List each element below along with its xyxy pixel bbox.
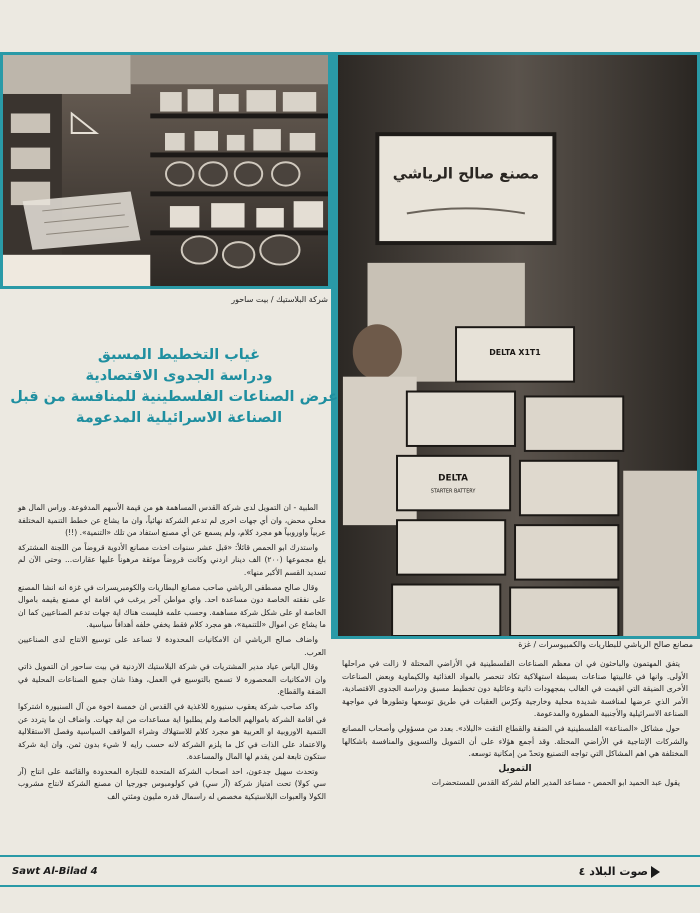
right-paragraph-3: يقول عبد الحميد ابو الحمص - مساعد المدير العام لشركة القدس للمستحضرات: [431, 778, 680, 788]
left-paragraph-7: وتحدث سهيل جدعون، احد اصحاب الشركة المتحدة للتجارة المحدودة والقائمة على انتاج (آر سي كولا) تحت امتياز شركة (آر سي) في كولومبوس جورجيا ان مصنع الشركة لانتاج مشروب الكولا والعبوات البلاستيكية مخصص له راسمال قدره مليون ومئتي الف: [18, 766, 326, 802]
section-subheading: التمويل: [498, 763, 532, 774]
footer-rule-bottom: [0, 885, 700, 887]
battery-factory-caption: مصانع صالح الرياشي للبطاريات والكمبيوسرات / غزة: [518, 640, 693, 649]
article-right-column: [342, 658, 688, 792]
footer-page-label-latin: Sawt Al-Bilad 4: [12, 866, 98, 877]
factory-sign-text: مصنع صالح الرياشي: [392, 165, 539, 183]
right-paragraph-2: حول مشاكل «الصناعة» الفلسطينية في الضفة والقطاع التقت «البلاد». بعدد من مسؤولي وأصحاب المصانع والشركات الإنتاجية في الأراضي المحتلة. وقد أجمع هؤلاء على أن التمويل والتسويق والمنافسة باشكالها المختلفة هي اهم المشاكل التي تواجه التصنيع وتحدّ من إمكانية توسعه.: [342, 723, 688, 759]
plastic-shop-caption: شركة البلاستيك / بيت ساحور: [231, 295, 328, 304]
right-paragraph-1: يتفق المهتمون والباحثون في ان معظم الصناعات الفلسطينية في الأراضي المحتلة لا زالت في مراحلها الأولى. وانها في غالبيتها صناعات بسيطة استهلاكية تكاد تنحصر بالمواد الغذائية والكيماوية وبعض الصناعات الأخرى الضيقة التي اقيمت في الغالب بمجهودات ذاتية وعائلية دون تخطيط مسبق ودراسة الجدوى الاقتصادية، الأمر الذي عرضها لمنافسة شديدة محلية وخارجية وكرّس العقبات في طريق توسعها وتطورها في مواجهة الصناعة الاسرائيلية والأجنبية المطورة والمدعومة.: [342, 659, 688, 719]
left-paragraph-2: واستدرك ابو الحمص قائلاً: «قبل عشر سنوات اخذت مصانع الأدوية قروضاً من اللجنة المشتركة بلغ مجموعها (٢٠٠) الف دينار اردني وكانت قروضاً موثقة مرهوناً عليها عقارات... وحتى الآن لم تسديد القسم الأكبر منها».: [18, 542, 326, 577]
page-arrow-icon: [651, 866, 660, 878]
article-left-column: [18, 502, 326, 806]
left-paragraph-6: واكد صاحب شركة يعقوب سنيورة للاغذية في القدس ان خمسة اخوة من آل السنيورة اشتركوا في اقامة الشركة باموالهم الخاصة ولم يطلبوا اية مساعدات من اية جهات. واضاف ان ما يتردد عن التنمية الاوروبية او العربية هو مجرد كلام للاستهلاك وشراء المواقف السياسية وفصل الاستقلالية والاعتماد على الذات في كل ما يلزم الشركة لانه حسب رايه لا شيء بدون ثمن. وان اية شركة ستكون تابعة لمن يقدم لها المال والمساعدة.: [18, 701, 326, 762]
headline-line-2: ودراسة الجدوى الاقتصادية: [85, 368, 273, 384]
left-paragraph-1: الطبية - ان التمويل لدى شركة القدس المساهمة هو من قيمة الأسهم المدفوعة. وراس المال هو محلي محض، وان أي جهات اخرى لم تدعم الشركة نهائياً، وان ما يشاع عن خطط التنمية المختلفة عربياً واوروبياً هو مجرد كلام، ولم يسمع عن أي مصنع استفاد من تلك «التنمية». (!!): [18, 503, 326, 538]
footer-rule-top: [0, 855, 700, 857]
battery-brand-label: DELTA: [438, 473, 468, 484]
left-paragraph-4: واضاف صالح الرياشي ان الامكانيات المحدودة لا تساعد على توسيع الانتاج لدى الصناعيين العرب.: [18, 634, 326, 657]
headline-line-3: عرض الصناعات الفلسطينية للمنافسة من قبل: [10, 389, 338, 405]
article-headline: [10, 345, 338, 429]
left-paragraph-5: وقال الياس عياد مدير المشتريات في شركة البلاستيك الاردنية في بيت ساحور ان التمويل ذاتي وان الامكانيات المحصورة لا تسمح بالتوسيع في العمل، وهذا شان جميع الصناعات المحلية في الضفة والقطاع.: [18, 662, 326, 697]
battery-model-label: DELTA X1T1: [489, 347, 541, 357]
battery-factory-photo: [335, 52, 700, 639]
plastic-shop-photo: [0, 52, 331, 289]
battery-type-label: STARTER BATTERY: [430, 488, 476, 495]
headline-line-4: الصناعة الاسرائيلية المدعومة: [75, 410, 283, 426]
footer-page-label-arabic: صوت البلاد ٤: [578, 865, 648, 878]
left-paragraph-3: وقال صالح مصطفى الرياشي صاحب مصانع البطاريات والكومبريسرات في غزة انه انشا المصنع على نفقته الخاصة دون مساعدة احد. واي مواطن آخر يرغب في اقامة اي مصنع يقيمه باموال الخاصة او على شكل شركة مساهمة. وحسب علمه فليست هناك اية جهات تدعم الصناعيين كما ان ما يشاع عن اموال «للتنمية»، هو مجرد كلام فقط يخفي خلفه أهدافاً سياسية.: [18, 582, 326, 630]
headline-line-1: غياب التخطيط المسبق: [97, 347, 261, 363]
